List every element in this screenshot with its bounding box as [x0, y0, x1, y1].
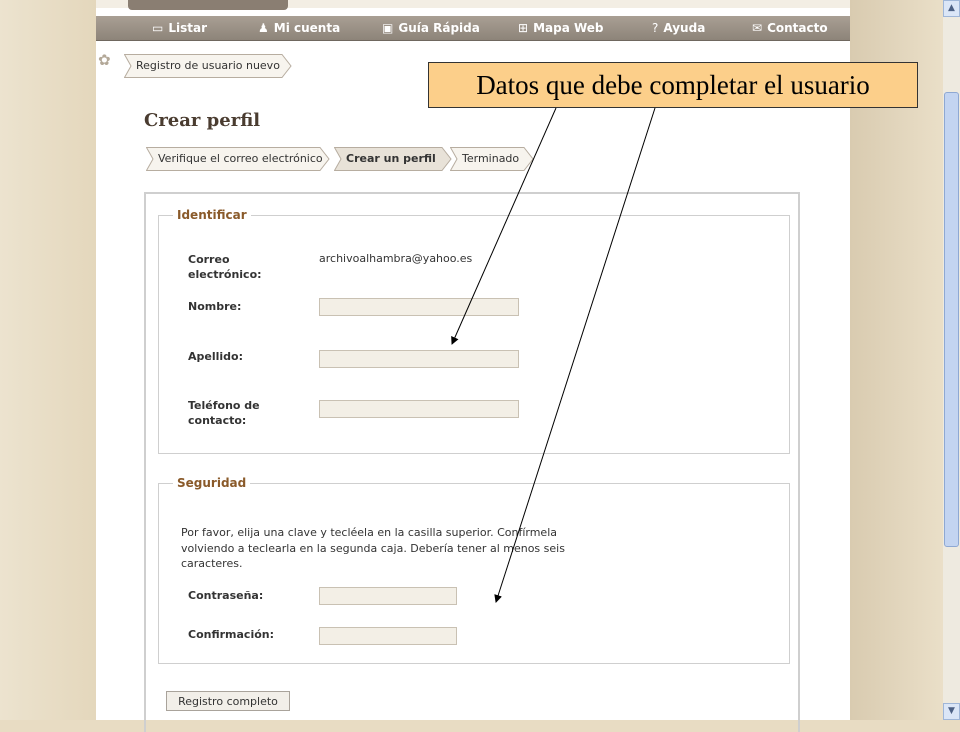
instructions-line1: Por favor, elija una clave y tecléela en la casilla superior. Confírmela [181, 526, 557, 539]
submit-button[interactable]: Registro completo [166, 691, 290, 711]
instructions-line2: volviendo a teclearla en la segunda caja. Debería tener al menos seis [181, 541, 565, 555]
nav-label: Mi cuenta [273, 21, 341, 35]
step-label: Verifique el correo electrónico [158, 152, 323, 165]
apellido-label: Apellido: [188, 350, 243, 363]
nav-label: Mapa Web [533, 21, 604, 35]
scroll-up-icon[interactable]: ▲ [943, 0, 960, 17]
identify-legend: Identificar [177, 208, 247, 222]
nav-label: Contacto [767, 21, 828, 35]
nav-label: Ayuda [663, 21, 706, 35]
arrow-to-security [496, 108, 655, 602]
email-label-line2: electrónico: [188, 268, 262, 281]
mail-icon: ✉ [752, 21, 763, 35]
sitemap-icon: ⊞ [518, 21, 529, 35]
instructions-line3: caracteres. [181, 557, 243, 570]
scroll-down-icon[interactable]: ▼ [943, 703, 960, 720]
nav-label: Listar [168, 21, 207, 35]
password-label: Contraseña: [188, 589, 264, 602]
email-label-line1: Correo [188, 253, 230, 266]
page-title: Crear perfil [144, 110, 261, 131]
step-label: Terminado [462, 152, 520, 165]
nav-label: Guía Rápida [398, 21, 480, 35]
step-label: Crear un perfil [346, 152, 436, 165]
breadcrumb-label: Registro de usuario nuevo [136, 59, 280, 72]
annotation-callout: Datos que debe completar el usuario [428, 62, 918, 108]
arrow-to-identify [452, 108, 556, 344]
telefono-label-line2: contacto: [188, 414, 247, 427]
flower-icon: ✿ [98, 51, 111, 69]
telefono-label-line1: Teléfono de [188, 399, 260, 412]
confirm-label: Confirmación: [188, 628, 275, 641]
nombre-label: Nombre: [188, 300, 242, 313]
email-value: archivoalhambra@yahoo.es [319, 252, 473, 265]
guide-icon: ▣ [382, 21, 394, 35]
security-legend: Seguridad [177, 476, 247, 490]
help-icon: ? [652, 21, 659, 35]
monitor-icon: ▭ [152, 21, 164, 35]
user-icon: ♟ [258, 21, 269, 35]
